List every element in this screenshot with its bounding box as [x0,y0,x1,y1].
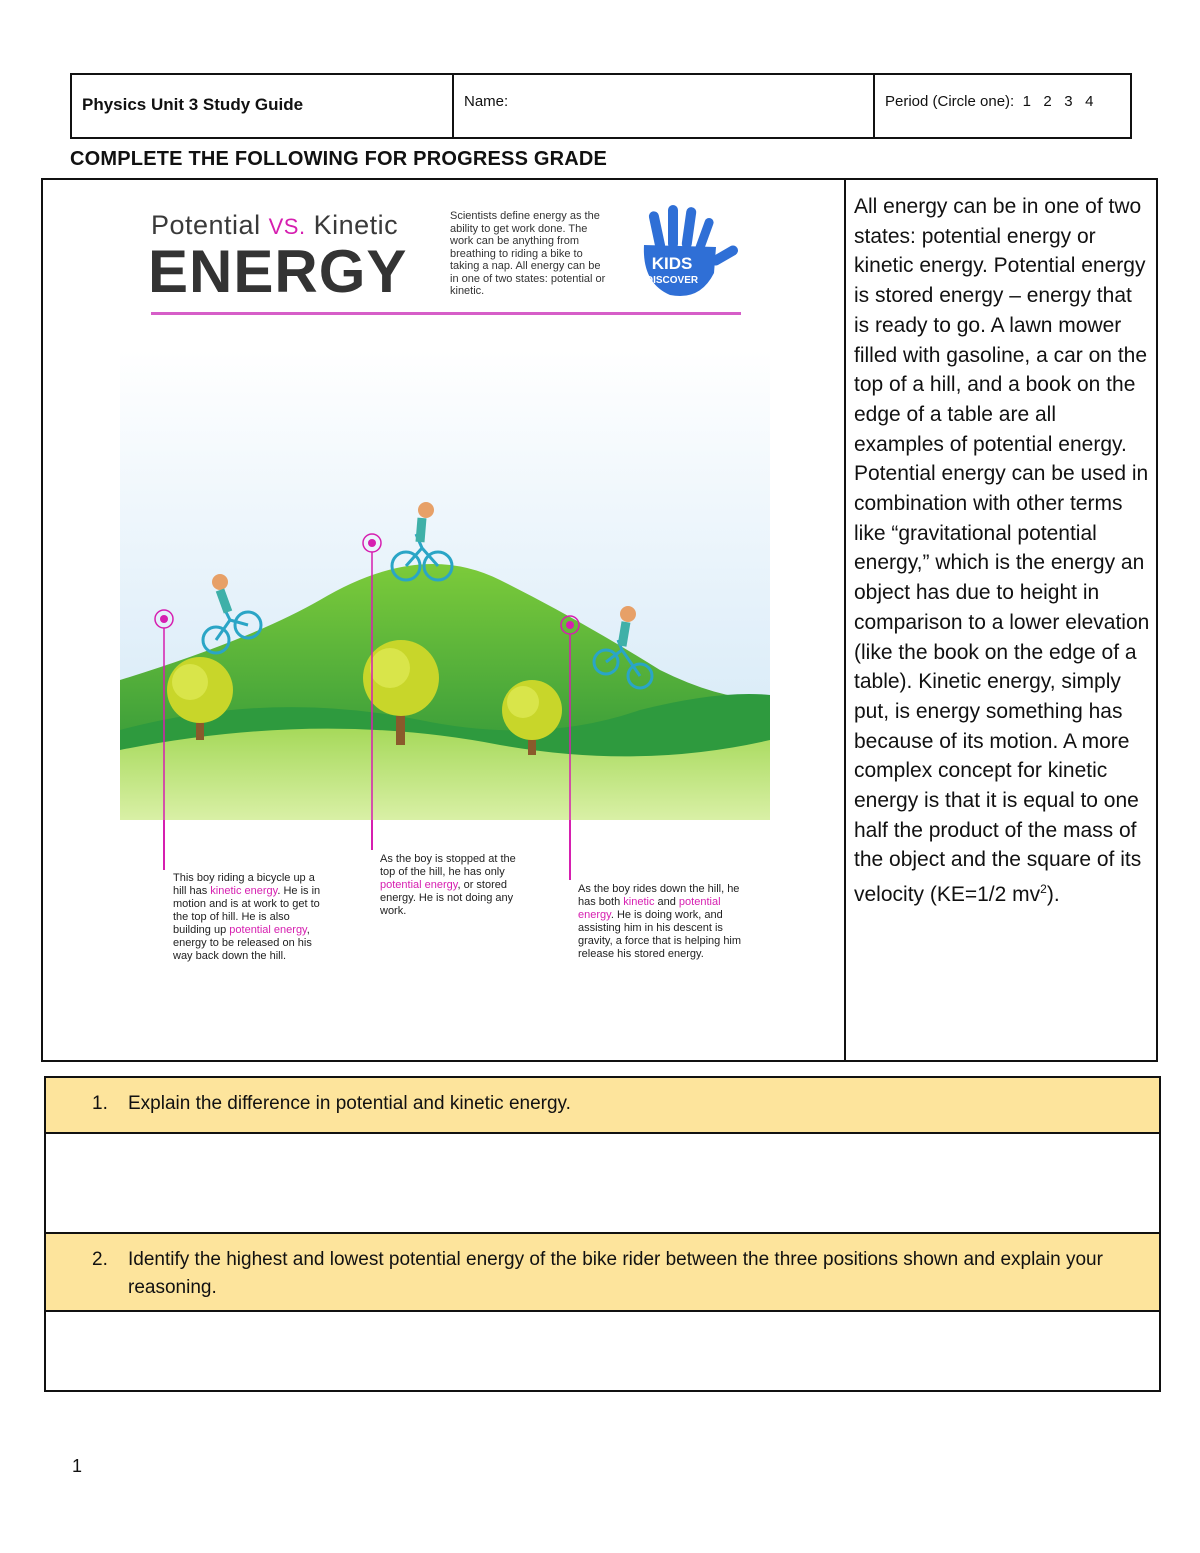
logo-text-discover: DISCOVER [645,275,699,286]
energy-explanation [854,192,1150,910]
question-1-box [44,1076,1161,1234]
question-1-prompt [46,1078,1159,1134]
infographic-title-energy: ENERGY [148,238,408,305]
energy-infographic [120,195,770,985]
title-potential: Potential [151,210,261,240]
hill-scene [120,350,770,820]
period-field [875,75,1130,137]
question-2-box [44,1232,1161,1392]
column-divider [844,178,846,1062]
name-field[interactable] [454,75,875,137]
period-option-2[interactable]: 2 [1043,93,1052,110]
period-option-3[interactable]: 3 [1064,93,1073,110]
infographic-intro: Scientists define energy as the ability to get work done. The work can be anything from breathing to riding a bike to taking a nap. All energy can be in one of two states: potential or kinetic. [450,210,606,297]
logo-text-kids: KIDS [651,254,693,273]
infographic-divider [151,312,741,315]
explanation-end: ). [1046,883,1060,907]
marker-line-3 [569,820,571,880]
guide-title: Physics Unit 3 Study Guide [72,75,454,137]
section-title: COMPLETE THE FOLLOWING FOR PROGRESS GRADE [70,148,608,170]
period-option-1[interactable]: 1 [1022,93,1031,110]
page-number: 1 [72,1456,83,1476]
explanation-body: All energy can be in one of two states: potential energy or kinetic energy. Potential energy is stored energy – energy that is ready to go. A lawn mower filled with gasoline, a car on the top of a hill, and a book on the edge of a table are all examples of potential energy. Potential energy can be used in combination with other terms like “gravitational potential energy,” which is the energy an object has due to height in comparison to a lower elevation (like the book on the edge of a table). Kinetic energy, simply put, is energy something has because of its motion. A more complex concept for kinetic energy is that it is equal to one half the product of the mass of the object and the square of its velocity (KE=1/2 mv [854,195,1150,907]
caption-uphill: This boy riding a bicycle up a hill has kinetic energy. He is in motion and is at work to get to the top of hill. He is also building up potential energy, energy to be released on his way back down the hill. [173,872,321,962]
kids-discover-logo [630,203,745,303]
answer-area-2[interactable] [46,1312,1159,1390]
question-1-text: Explain the difference in potential and kinetic energy. [128,1093,571,1114]
caption-downhill: As the boy rides down the hill, he has both kinetic and potential energy. He is doing work, and assisting him in his descent is gravity, a force that is helping him release his stored energy. [578,883,742,960]
title-kinetic: Kinetic [313,210,399,240]
answer-area-1[interactable] [46,1134,1159,1232]
question-2-prompt [46,1234,1159,1312]
period-label: Period (Circle one): [885,93,1015,110]
exponent: 2 [1040,882,1047,897]
marker-line-1 [163,820,165,870]
question-2-text: Identify the highest and lowest potential energy of the bike rider between the three positions shown and explain your reasoning. [128,1249,1103,1298]
question-1-number: 1. [92,1093,108,1114]
title-vs: VS. [268,214,306,239]
marker-line-2 [371,820,373,850]
period-option-4[interactable]: 4 [1085,93,1094,110]
caption-top: As the boy is stopped at the top of the hill, he has only potential energy, or stored energy. He is not doing any work. [380,853,516,917]
question-2-number: 2. [92,1249,108,1270]
name-label: Name: [464,93,509,110]
header-table [70,73,1132,139]
